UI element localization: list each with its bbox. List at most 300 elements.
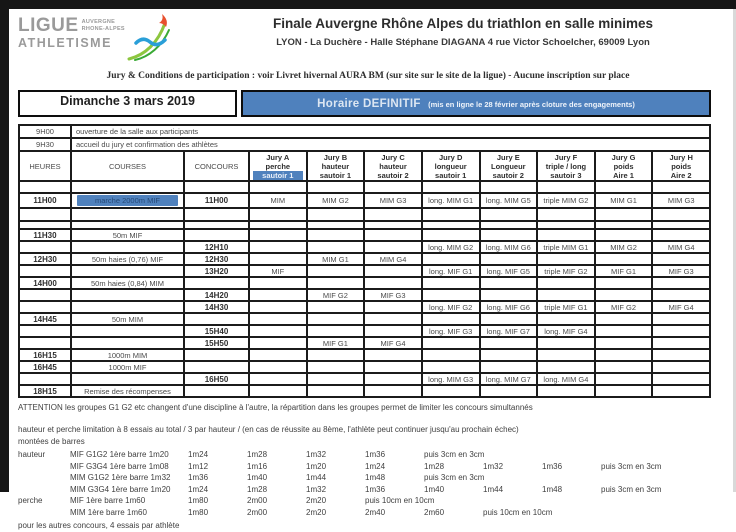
concours-cell: 11H00 [184, 193, 249, 208]
jury-d-cell [422, 181, 480, 193]
jury-h-cell [652, 325, 710, 337]
heure-cell [19, 325, 71, 337]
banner-row [18, 90, 711, 117]
jury-g-cell [595, 289, 653, 301]
jury-c-cell [364, 301, 422, 313]
intro-time: 9H30 [19, 138, 71, 151]
jury-event: longueur [434, 161, 467, 171]
heure-cell [19, 265, 71, 277]
bar-group-label [18, 484, 70, 496]
bar-value: 2m40 [365, 507, 386, 517]
course-cell: 1000m MIF [71, 361, 184, 373]
jury-g-cell: MIM G1 [595, 193, 653, 208]
bar-value: 2m60 [424, 507, 445, 517]
bar-value: 1m44 [306, 473, 327, 482]
jury-h-cell [652, 181, 710, 193]
bar-value: puis 3cm en 3cm [424, 450, 485, 459]
bar-value: 2m00 [247, 496, 268, 505]
jury-e-cell: long. MIF G7 [480, 325, 538, 337]
jury-h-cell [652, 277, 710, 289]
logo-word-ligue: LIGUE [18, 15, 79, 36]
bar-first-label: MIM G1G2 1ère barre 1m32 [70, 473, 171, 482]
jury-f-cell [537, 385, 595, 397]
jury-f-cell: triple MIM G2 [537, 193, 595, 208]
jury-b-cell: MIF G1 [307, 337, 365, 349]
jury-h-cell [652, 289, 710, 301]
heure-cell [19, 221, 71, 229]
jury-f-cell [537, 229, 595, 241]
jury-g-cell [595, 181, 653, 193]
jury-h-cell [652, 361, 710, 373]
jury-name: Jury A [266, 152, 290, 162]
jury-h-cell: MIF G4 [652, 301, 710, 313]
jury-b-cell [307, 313, 365, 325]
bar-value: 1m44 [483, 484, 504, 494]
jury-e-cell [480, 337, 538, 349]
jury-d-cell: long. MIM G1 [422, 193, 480, 208]
jury-e-cell: long. MIM G7 [480, 373, 538, 385]
logo-region-line2: RHONE-ALPES [81, 25, 125, 32]
jury-f-cell [537, 289, 595, 301]
concours-cell [184, 208, 249, 221]
jury-g-cell: MIF G1 [595, 265, 653, 277]
bar-first-label: MIM 1ère barre 1m60 [70, 507, 147, 517]
jury-c-cell [364, 221, 422, 229]
jury-h-cell [652, 229, 710, 241]
jury-f-cell: triple MIF G2 [537, 265, 595, 277]
jury-c-cell: MIM G4 [364, 253, 422, 265]
concours-cell: 16H50 [184, 373, 249, 385]
intro-time: 9H00 [19, 125, 71, 138]
jury-a-cell [249, 181, 307, 193]
jury-a-cell [249, 301, 307, 313]
jury-header-h [652, 151, 710, 181]
jury-f-cell [537, 349, 595, 361]
jury-b-cell [307, 385, 365, 397]
bar-group-label [18, 461, 70, 473]
bar-value: 1m32 [306, 484, 327, 494]
schedule-row [19, 229, 710, 241]
jury-f-cell [537, 337, 595, 349]
jury-h-cell [652, 349, 710, 361]
spacer-row [19, 208, 710, 221]
jury-site: sautoir 2 [492, 170, 524, 180]
jury-e-cell [480, 385, 538, 397]
jury-event: triple / long [545, 161, 587, 171]
jury-a-cell [249, 373, 307, 385]
jury-a-cell [249, 277, 307, 289]
concours-cell: 12H10 [184, 241, 249, 253]
concours-cell: 15H50 [184, 337, 249, 349]
schedule-row [19, 313, 710, 325]
bar-group-label: hauteur [18, 450, 46, 459]
jury-a-cell [249, 349, 307, 361]
bar-value: 1m36 [365, 450, 386, 459]
jury-f-cell [537, 253, 595, 265]
concours-cell [184, 221, 249, 229]
jury-a-cell [249, 385, 307, 397]
jury-site: sautoir 1 [435, 170, 467, 180]
heure-cell: 16H45 [19, 361, 71, 373]
league-logo [18, 12, 208, 62]
schedule-row [19, 337, 710, 349]
logo-row [18, 16, 125, 35]
bar-value: 1m48 [365, 473, 386, 482]
heure-cell: 14H45 [19, 313, 71, 325]
schedule-row [19, 349, 710, 361]
bar-first-label: MIF G1G2 1ère barre 1m20 [70, 450, 169, 459]
schedule-row [19, 193, 710, 208]
heure-cell: 11H00 [19, 193, 71, 208]
jury-e-cell: long. MIM G6 [480, 241, 538, 253]
course-cell [71, 325, 184, 337]
jury-e-cell [480, 181, 538, 193]
jury-header-g [595, 151, 653, 181]
jury-event: perche [265, 161, 291, 171]
jury-a-cell [249, 325, 307, 337]
concours-cell: 15H40 [184, 325, 249, 337]
concours-cell [184, 313, 249, 325]
jury-h-cell [652, 337, 710, 349]
jury-b-cell [307, 349, 365, 361]
horaire-note: (mis en ligne le 28 février après cloture des engagements) [428, 100, 635, 109]
jury-g-cell: MIM G2 [595, 241, 653, 253]
bar-value: 1m28 [424, 461, 445, 471]
jury-b-cell [307, 301, 365, 313]
heure-cell [19, 241, 71, 253]
jury-f-cell [537, 361, 595, 373]
jury-g-cell [595, 373, 653, 385]
scan-border-top [0, 0, 736, 9]
schedule-row [19, 253, 710, 265]
jury-f-cell [537, 181, 595, 193]
concours-cell [184, 361, 249, 373]
jury-e-cell [480, 289, 538, 301]
jury-d-cell [422, 349, 480, 361]
bar-first-label: MIF G3G4 1ère barre 1m08 [70, 461, 169, 471]
course-cell: 50m haies (0,84) MIM [71, 277, 184, 289]
venue-address: LYON - La Duchère - Halle Stéphane DIAGANA 4 rue Victor Schoelcher, 69009 Lyon [276, 37, 650, 48]
jury-site: sautoir 1 [319, 170, 352, 180]
jury-b-cell [307, 325, 365, 337]
logo-region-line1: AUVERGNE [81, 19, 116, 25]
bar-value: 1m40 [424, 484, 445, 494]
jury-site: sautoir 2 [377, 170, 409, 180]
heure-cell: 14H00 [19, 277, 71, 289]
schedule-header-row [19, 151, 710, 181]
jury-a-cell [249, 253, 307, 265]
course-cell [71, 208, 184, 221]
bar-value: 1m24 [365, 461, 386, 471]
bar-value: 1m80 [188, 496, 209, 505]
bar-value: 1m28 [247, 450, 268, 459]
course-cell: 1000m MIM [71, 349, 184, 361]
schedule-row [19, 241, 710, 253]
jury-header-a [249, 151, 307, 181]
jury-b-cell [307, 373, 365, 385]
course-cell [71, 301, 184, 313]
bar-heights-block [18, 449, 718, 518]
jury-a-cell [249, 241, 307, 253]
course-cell: Remise des récompenses [71, 385, 184, 397]
jury-d-cell [422, 253, 480, 265]
jury-g-cell [595, 277, 653, 289]
heure-cell: 11H30 [19, 229, 71, 241]
jury-e-cell: long. MIF G5 [480, 265, 538, 277]
course-cell [71, 193, 184, 208]
schedule-row [19, 289, 710, 301]
jury-c-cell [364, 181, 422, 193]
jury-name: Jury G [611, 152, 636, 162]
bar-value: puis 3cm en 3cm [424, 473, 485, 482]
col-header-courses: COURSES [71, 151, 184, 181]
jury-c-cell: MIM G3 [364, 193, 422, 208]
heure-cell: 12H30 [19, 253, 71, 265]
jury-name: Jury B [323, 152, 348, 162]
jury-conditions-note: Jury & Conditions de participation : voir Livret hivernal AURA BM (sur site sur le site de la ligue) - Aucune inscription sur place [106, 71, 630, 81]
jury-h-cell [652, 208, 710, 221]
jury-e-cell [480, 313, 538, 325]
horaire-title: Horaire DEFINITIF [317, 98, 421, 110]
bar-first-label: MIF 1ère barre 1m60 [70, 496, 146, 505]
jury-c-cell [364, 229, 422, 241]
logo-swoosh-icon [127, 12, 175, 62]
jury-a-cell: MIM [249, 193, 307, 208]
jury-d-cell [422, 289, 480, 301]
jury-b-cell: MIF G2 [307, 289, 365, 301]
schedule-row [19, 301, 710, 313]
jury-g-cell [595, 221, 653, 229]
schedule-row [19, 325, 710, 337]
jury-d-cell [422, 277, 480, 289]
bar-value: 1m24 [188, 450, 209, 459]
jury-h-cell [652, 385, 710, 397]
jury-f-cell: triple MIM G1 [537, 241, 595, 253]
jury-event: hauteur [321, 161, 350, 171]
bar-value: 1m48 [542, 484, 563, 494]
jury-f-cell: triple MIF G1 [537, 301, 595, 313]
jury-c-cell [364, 385, 422, 397]
bar-value: 1m20 [306, 461, 327, 471]
bar-value: 1m36 [542, 461, 563, 471]
schedule-table [18, 124, 711, 398]
course-cell: 50m haies (0,76) MIF [71, 253, 184, 265]
jury-site: sautoir 1 [253, 171, 303, 180]
bar-value: puis 10cm en 10cm [483, 507, 553, 517]
schedule-row [19, 361, 710, 373]
heure-cell [19, 337, 71, 349]
jury-f-cell: long. MIF G4 [537, 325, 595, 337]
jury-c-cell [364, 373, 422, 385]
page-title: Finale Auvergne Rhône Alpes du triathlon en salle minimes [272, 16, 654, 31]
jury-b-cell [307, 277, 365, 289]
bar-group-label [18, 472, 70, 484]
course-cell: 50m MIF [71, 229, 184, 241]
jury-d-cell [422, 313, 480, 325]
bar-value: 2m00 [247, 507, 268, 517]
course-cell [71, 289, 184, 301]
course-cell [71, 221, 184, 229]
jury-site: Aire 2 [670, 170, 692, 180]
bar-value: 2m20 [306, 507, 327, 517]
jury-a-cell [249, 229, 307, 241]
jury-c-cell [364, 349, 422, 361]
jury-d-cell [422, 337, 480, 349]
jury-d-cell: long. MIM G2 [422, 241, 480, 253]
concours-cell [184, 229, 249, 241]
jury-c-cell [364, 313, 422, 325]
bar-height-row [18, 472, 718, 484]
jury-h-cell [652, 373, 710, 385]
jury-name: Jury F [554, 152, 578, 162]
jury-name: Jury H [669, 152, 693, 162]
rule-montees: montées de barres [18, 437, 85, 446]
jury-g-cell [595, 337, 653, 349]
jury-d-cell [422, 229, 480, 241]
jury-g-cell [595, 325, 653, 337]
concours-cell [184, 181, 249, 193]
scan-border-left [0, 0, 9, 492]
jury-c-cell [364, 277, 422, 289]
jury-site: sautoir 3 [550, 170, 582, 180]
intro-row [19, 138, 710, 151]
bar-value: 1m36 [365, 484, 386, 494]
heure-cell [19, 181, 71, 193]
bar-height-row [18, 449, 718, 461]
jury-h-cell: MIF G3 [652, 265, 710, 277]
bar-first-label: MIM G3G4 1ère barre 1m20 [70, 484, 171, 494]
jury-header-e [480, 151, 538, 181]
jury-h-cell: MIM G3 [652, 193, 710, 208]
jury-c-cell [364, 325, 422, 337]
page [18, 12, 718, 532]
concours-cell [184, 277, 249, 289]
jury-e-cell [480, 361, 538, 373]
bar-height-row [18, 484, 718, 496]
jury-e-cell: long. MIM G5 [480, 193, 538, 208]
jury-header-d [422, 151, 480, 181]
jury-event: poids [613, 161, 634, 171]
jury-h-cell [652, 253, 710, 265]
jury-site: Aire 1 [613, 170, 634, 180]
jury-c-cell [364, 208, 422, 221]
attention-note: ATTENTION les groupes G1 G2 etc changent d'une discipline à l'autre, la répartition dans les groupes permet de limiter les concours simultannés [18, 403, 533, 412]
concours-cell [184, 349, 249, 361]
jury-header-f [537, 151, 595, 181]
jury-g-cell [595, 361, 653, 373]
bar-value: 2m20 [306, 496, 327, 505]
bar-group-label: perche [18, 496, 43, 505]
jury-b-cell [307, 181, 365, 193]
intro-row [19, 125, 710, 138]
course-cell [71, 241, 184, 253]
bar-value: 1m40 [247, 473, 268, 482]
jury-a-cell [249, 289, 307, 301]
jury-b-cell [307, 221, 365, 229]
heure-cell: 16H15 [19, 349, 71, 361]
jury-h-cell [652, 221, 710, 229]
bar-value: puis 3cm en 3cm [601, 461, 662, 471]
jury-e-cell [480, 221, 538, 229]
league-logo-text [18, 16, 125, 50]
spacer-row [19, 221, 710, 229]
jury-g-cell [595, 349, 653, 361]
heure-cell [19, 301, 71, 313]
course-cell [71, 265, 184, 277]
jury-d-cell: long. MIF G1 [422, 265, 480, 277]
jury-g-cell: MIF G2 [595, 301, 653, 313]
bar-value: 1m32 [306, 450, 327, 459]
schedule-row [19, 385, 710, 397]
jury-f-cell [537, 221, 595, 229]
jury-name: Jury D [439, 152, 463, 162]
bar-value: 1m12 [188, 461, 209, 471]
heure-cell [19, 373, 71, 385]
jury-event: Longueur [491, 161, 526, 171]
jury-g-cell [595, 385, 653, 397]
col-header-concours: CONCOURS [184, 151, 249, 181]
jury-b-cell [307, 229, 365, 241]
bar-height-row [18, 507, 718, 519]
intro-desc: ouverture de la salle aux participants [71, 125, 710, 138]
intro-desc: accueil du jury et confirmation des athlètes [71, 138, 710, 151]
jury-name: Jury E [496, 152, 520, 162]
jury-h-cell [652, 313, 710, 325]
jury-name: Jury C [381, 152, 405, 162]
bar-height-row [18, 495, 718, 507]
spacer-row [19, 181, 710, 193]
bar-value: 1m80 [188, 507, 209, 517]
jury-c-cell: MIF G4 [364, 337, 422, 349]
jury-d-cell: long. MIF G2 [422, 301, 480, 313]
bar-group-label [18, 507, 70, 519]
schedule-row [19, 373, 710, 385]
jury-e-cell [480, 208, 538, 221]
course-cell [71, 373, 184, 385]
course-cell [71, 337, 184, 349]
course-cell [71, 181, 184, 193]
jury-e-cell [480, 277, 538, 289]
jury-c-cell [364, 265, 422, 277]
jury-e-cell [480, 349, 538, 361]
jury-f-cell [537, 208, 595, 221]
jury-c-cell [364, 361, 422, 373]
jury-a-cell [249, 221, 307, 229]
jury-a-cell [249, 313, 307, 325]
jury-d-cell [422, 208, 480, 221]
jury-e-cell [480, 253, 538, 265]
bar-value: 1m16 [247, 461, 268, 471]
logo-region-label [82, 19, 125, 32]
jury-g-cell [595, 313, 653, 325]
jury-a-cell [249, 208, 307, 221]
jury-g-cell [595, 208, 653, 221]
jury-b-cell [307, 361, 365, 373]
bar-value: 1m28 [247, 484, 268, 494]
jury-c-cell [364, 241, 422, 253]
jury-event: hauteur [379, 161, 407, 171]
heure-cell: 18H15 [19, 385, 71, 397]
heure-cell [19, 289, 71, 301]
bar-value: 1m36 [188, 473, 209, 482]
jury-d-cell [422, 385, 480, 397]
jury-b-cell: MIM G1 [307, 253, 365, 265]
jury-c-cell: MIF G3 [364, 289, 422, 301]
jury-header-b [307, 151, 365, 181]
jury-g-cell [595, 229, 653, 241]
jury-d-cell: long. MIM G3 [422, 373, 480, 385]
jury-f-cell [537, 313, 595, 325]
